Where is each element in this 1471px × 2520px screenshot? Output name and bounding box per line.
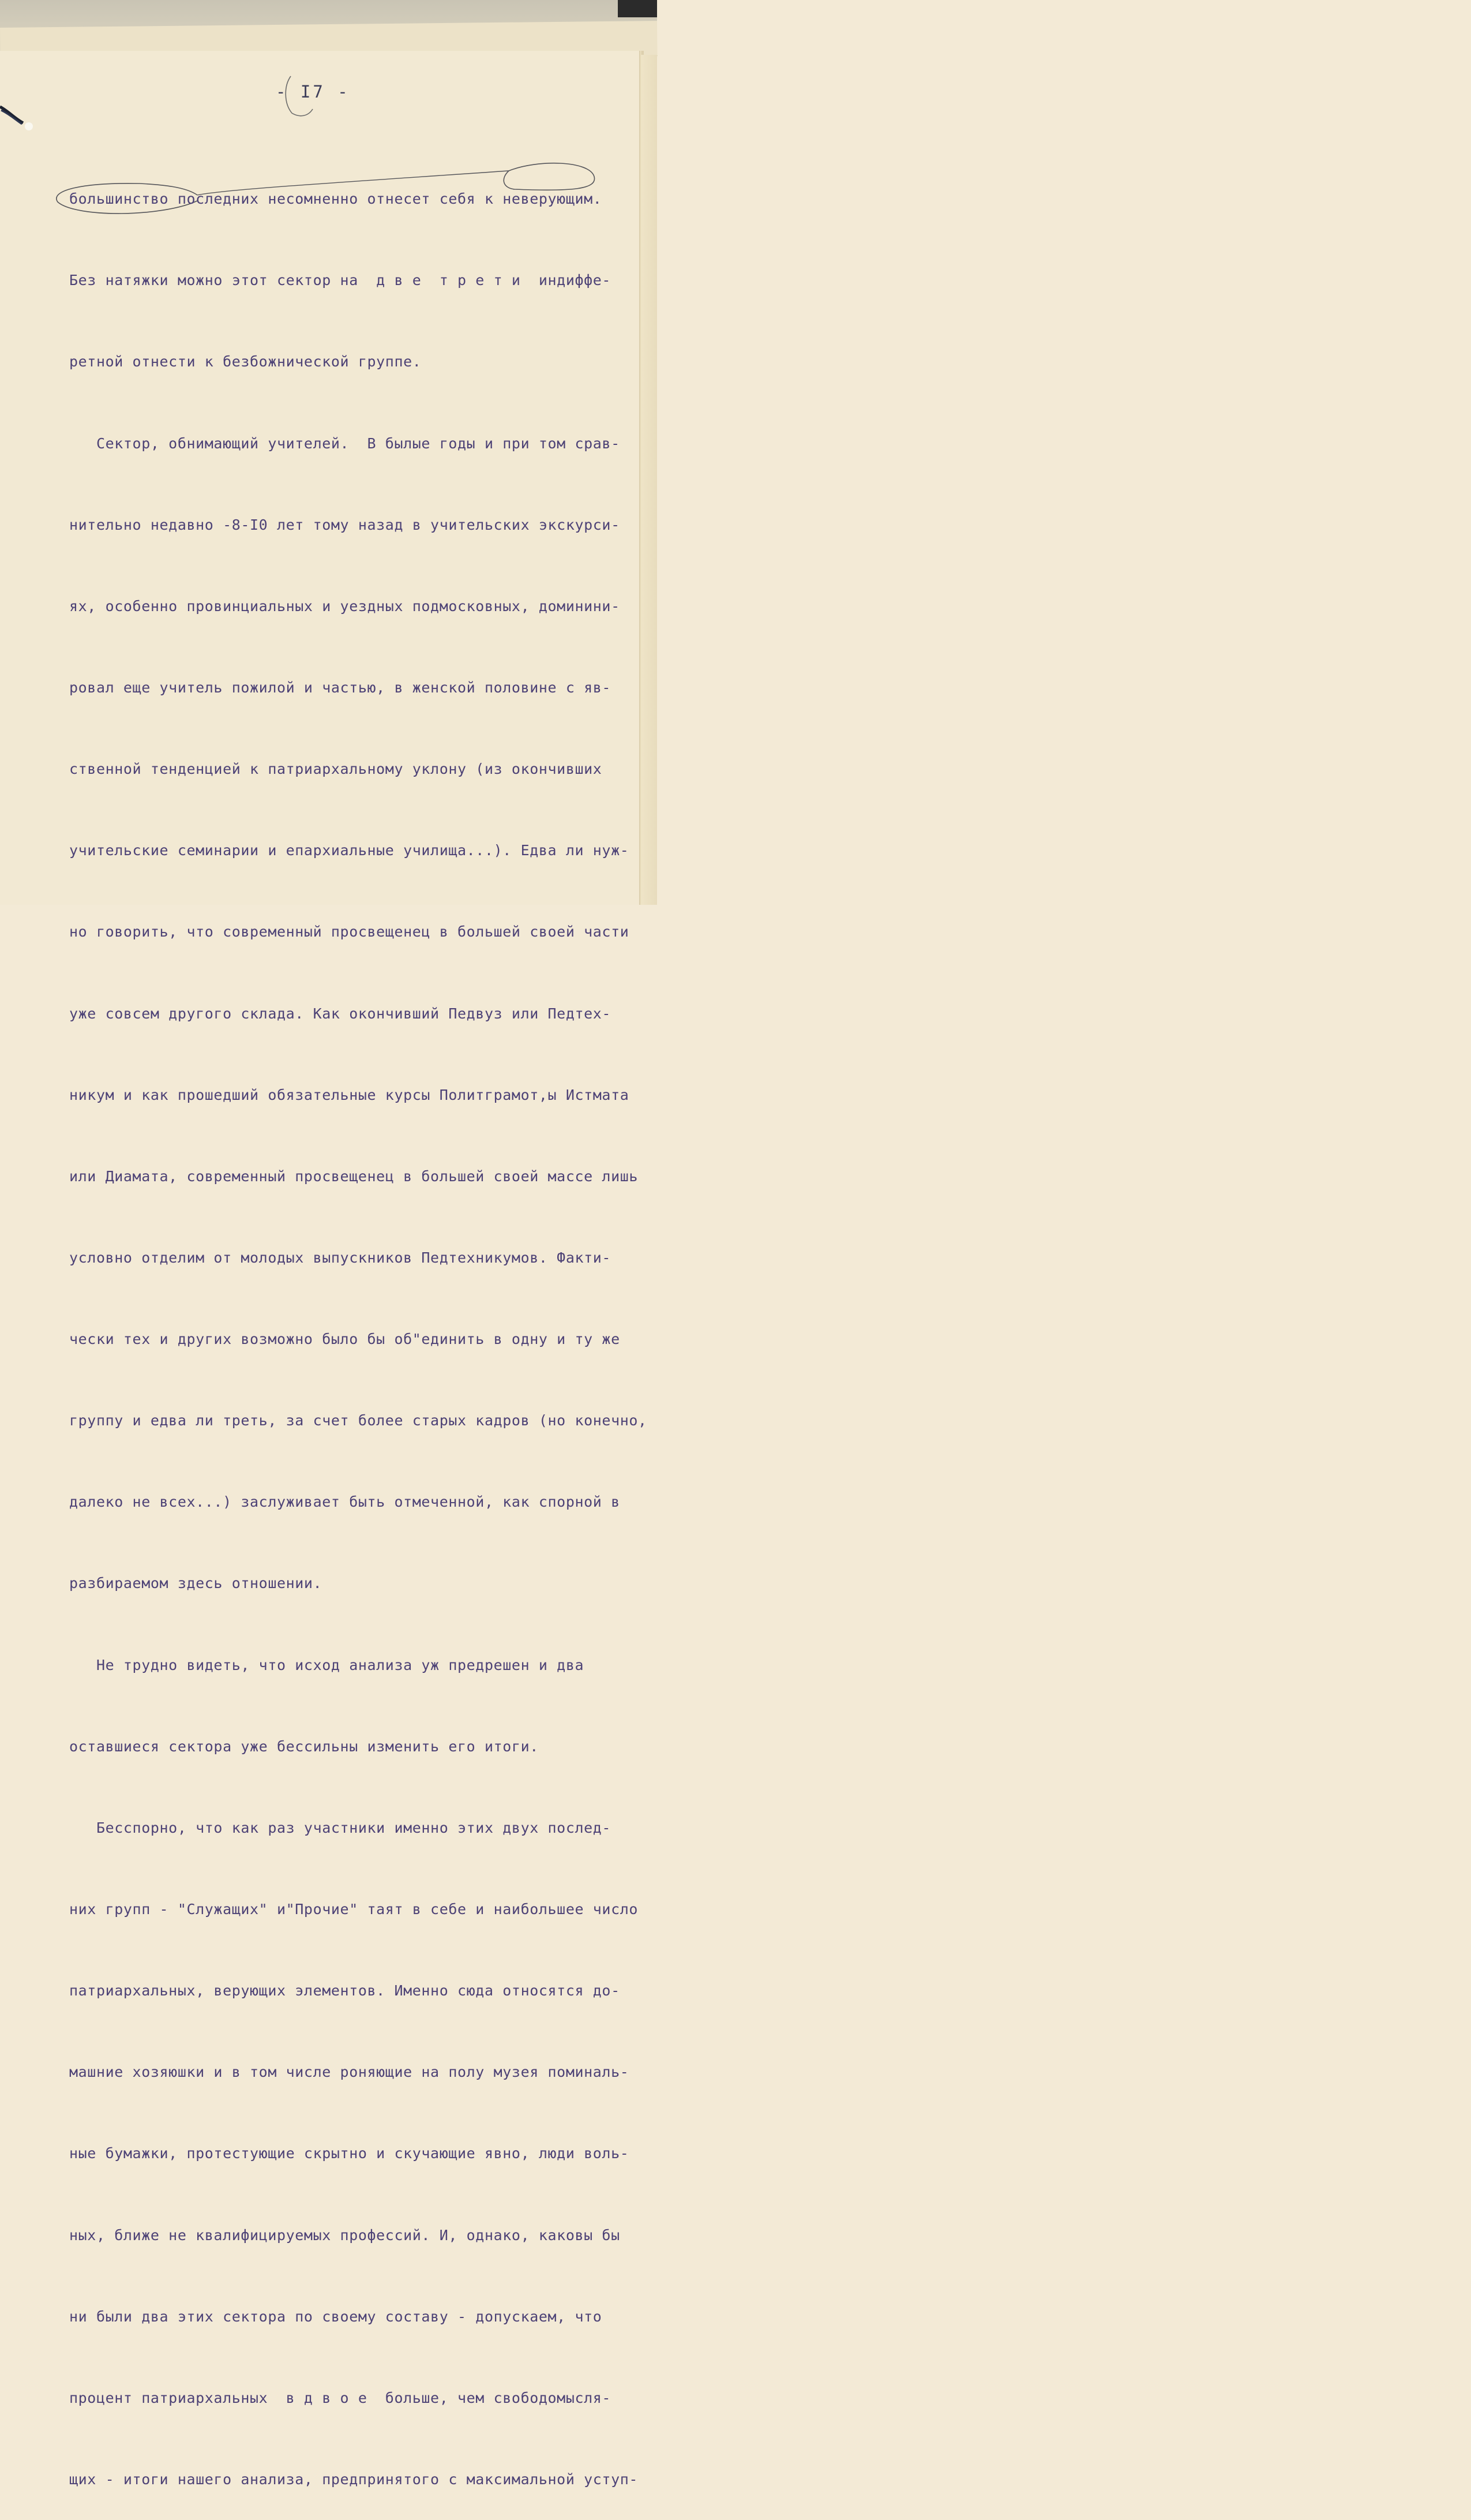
text-line: щих - итоги нашего анализа, предпринятого с максимальной уступ- — [69, 2471, 639, 2488]
text-line: машние хозяюшки и в том числе роняющие на полу музея поминаль- — [69, 2064, 629, 2081]
text-line: чески тех и других возможно было бы об"единить в одну и ту же — [69, 1331, 620, 1348]
text-line: группу и едва ли треть, за счет более старых кадров (но конечно, — [69, 1412, 647, 1429]
text-line: них групп - "Служащих" и"Прочие" таят в себе и наибольшее число — [69, 1901, 639, 1918]
binding-thread-icon — [0, 101, 35, 136]
text-line: разбираемом здесь отношении. — [69, 1575, 322, 1592]
text-line: но говорить, что современный просвещенец в большей своей части — [69, 923, 629, 941]
text-line: ственной тенденцией к патриархальному уклону (из окончивших — [69, 761, 602, 778]
text-line: ных, ближе не квалифицируемых профессий. И, однако, каковы бы — [69, 2226, 620, 2244]
text-line: ни были два этих сектора по своему составу - допускаем, что — [69, 2308, 602, 2325]
text-line: учительские семинарии и епархиальные училища...). Едва ли нуж- — [69, 842, 629, 859]
text-line: Не трудно видеть, что исход анализа уж предрешен и два — [69, 1656, 584, 1673]
page-number: - I7 - — [276, 82, 350, 102]
stacked-pages-edge — [641, 55, 657, 905]
text-line: оставшиеся сектора уже бессильны изменить его итоги. — [69, 1738, 539, 1755]
text-line: ретной отнести к безбожнической группе. — [69, 353, 422, 370]
text-line: условно отделим от молодых выпускников Педтехникумов. Факти- — [69, 1249, 611, 1266]
text-line: нительно недавно -8-I0 лет тому назад в учительских экскурси- — [69, 516, 620, 533]
text-line: Сектор, обнимающий учителей. В былые годы и при том срав- — [69, 435, 620, 452]
text-line: далеко не всех...) заслуживает быть отмеченной, как спорной в — [69, 1493, 620, 1511]
text-line: уже совсем другого склада. Как окончивший Педвуз или Педтех- — [69, 1005, 611, 1022]
text-line: патриархальных, верующих элементов. Именно сюда относятся до- — [69, 1982, 620, 1999]
text-line: ях, особенно провинциальных и уездных подмосковных, доминини- — [69, 597, 620, 615]
text-line: Бесспорно, что как раз участники именно этих двух послед- — [69, 1819, 611, 1836]
text-line: большинство последних несомненно отнесет себя к неверующим. — [69, 190, 602, 208]
scan-background-corner — [618, 0, 657, 17]
typewritten-text — [69, 131, 647, 2520]
text-line: Без натяжки можно этот сектор на д в е т р е т и индиффе- — [69, 272, 611, 289]
text-line: или Диамата, современный просвещенец в большей своей массе лишь — [69, 1167, 639, 1185]
text-line: ные бумажки, протестующие скрытно и скучающие явно, люди воль- — [69, 2145, 629, 2162]
text-line: никум и как прошедший обязательные курсы Политграмот,ы Истмата — [69, 1086, 629, 1103]
text-line: ровал еще учитель пожилой и частью, в женской половине с яв- — [69, 679, 611, 696]
text-line: процент патриархальных в д в о е больше, чем свободомысля- — [69, 2389, 611, 2406]
